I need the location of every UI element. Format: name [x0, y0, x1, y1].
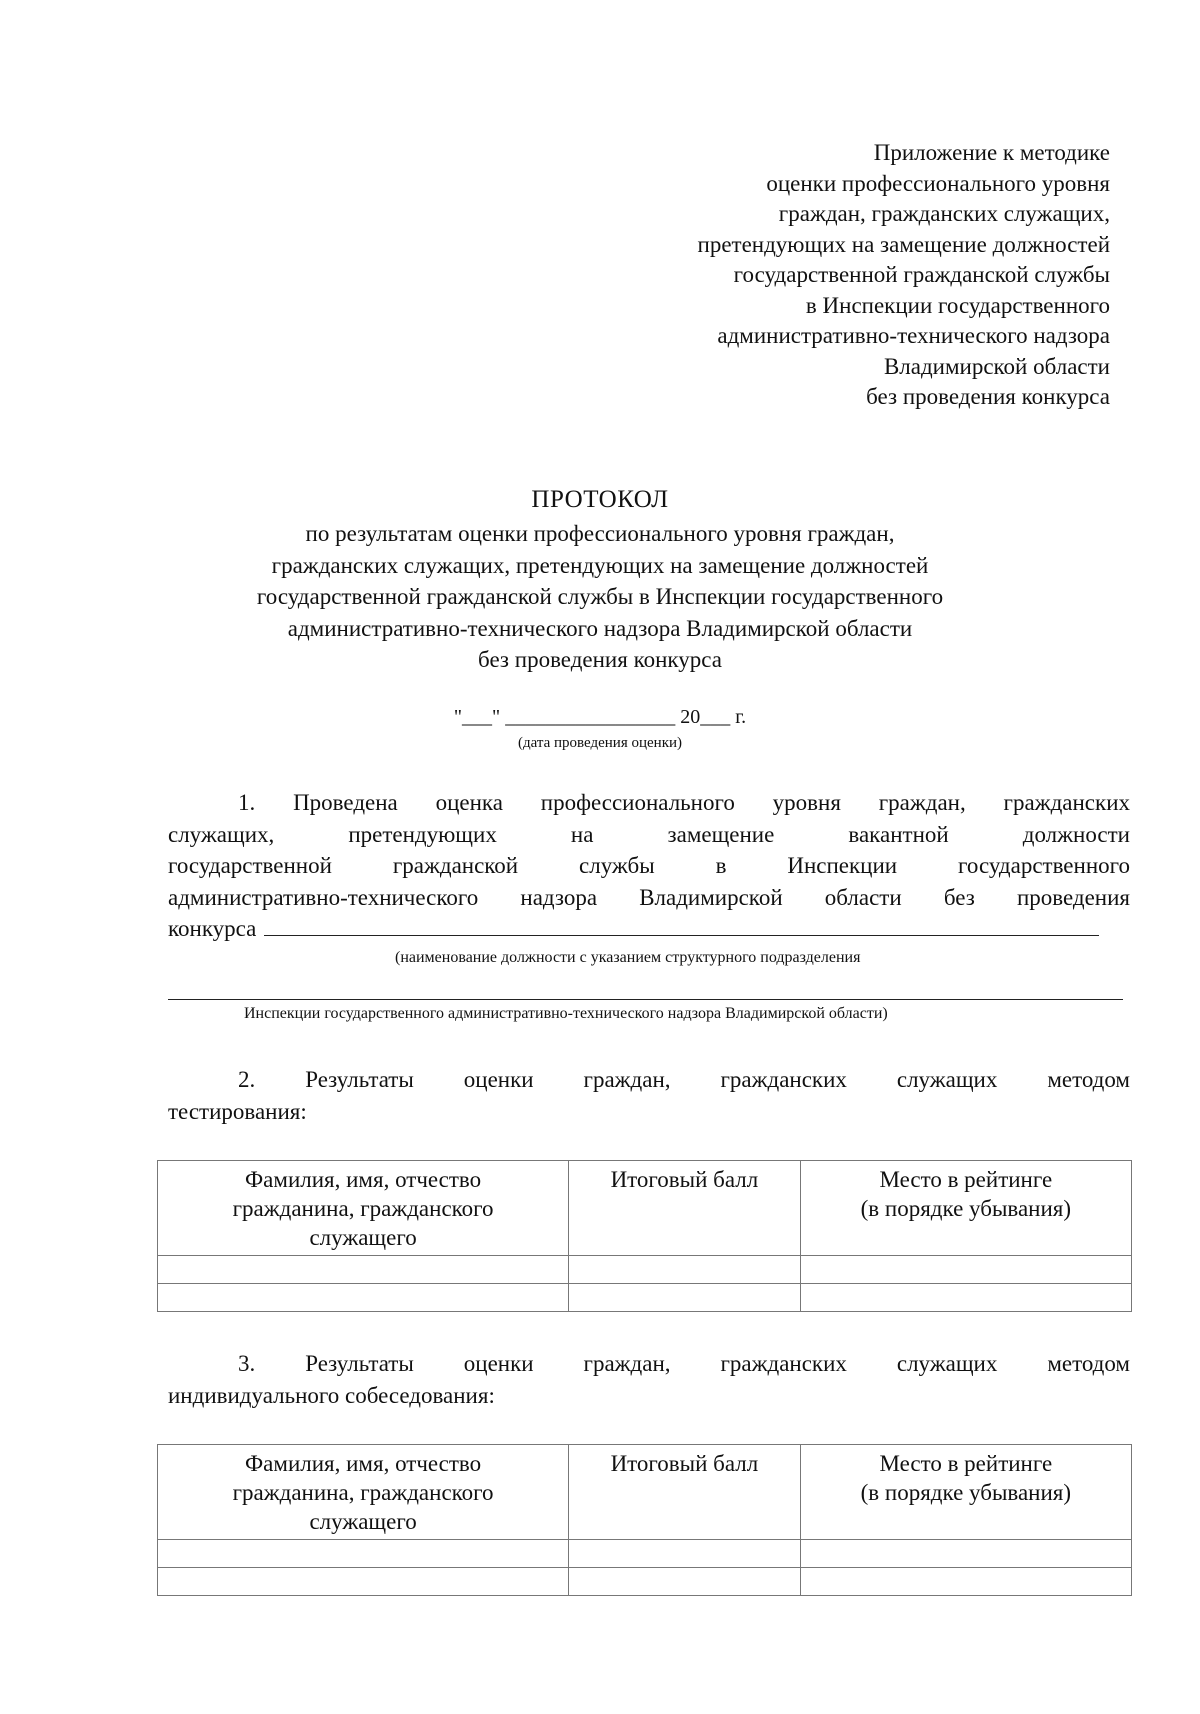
position-caption: (наименование должности с указанием структурного подразделения	[395, 949, 861, 966]
appendix-line: государственной гражданской службы	[733, 262, 1110, 287]
subtitle-line: гражданских служащих, претендующих на замещение должностей	[271, 552, 929, 578]
protocol-title: ПРОТОКОЛ	[531, 486, 669, 513]
table-cell	[158, 1256, 569, 1284]
subtitle-line: по результатам оценки профессионального уровня граждан,	[305, 521, 895, 546]
header-text: Итоговый балл	[610, 1167, 759, 1192]
section-1-line: служащих, претендующих на замещение вакантной должности	[168, 821, 1130, 847]
header-text: гражданина, гражданского	[232, 1196, 494, 1221]
section-3-line: 3. Результаты оценки граждан, гражданских служащих методом	[238, 1351, 1130, 1376]
table-cell	[158, 1568, 569, 1596]
header-text: Место в рейтинге	[879, 1167, 1053, 1192]
section-2-line: тестирования:	[168, 1098, 307, 1124]
header-cell-score	[569, 1161, 801, 1256]
header-text: Фамилия, имя, отчество	[245, 1167, 482, 1192]
subtitle-line: без проведения конкурса	[478, 647, 722, 672]
appendix-line: Приложение к методике	[873, 140, 1110, 165]
header-cell-name	[158, 1161, 569, 1256]
section-1	[168, 787, 1130, 945]
table-header-row	[158, 1445, 1132, 1540]
section-2-line: 2. Результаты оценки граждан, гражданских служащих методом	[238, 1067, 1130, 1092]
section-1-last-line	[168, 913, 1130, 945]
table-cell	[800, 1284, 1131, 1312]
protocol-subtitle	[0, 518, 1200, 676]
appendix-line: без проведения конкурса	[866, 384, 1110, 409]
table-cell	[158, 1284, 569, 1312]
table-cell	[800, 1568, 1131, 1596]
header-text: (в порядке убывания)	[860, 1480, 1072, 1505]
appendix-line: оценки профессионального уровня	[766, 170, 1110, 196]
header-cell-name	[158, 1445, 569, 1540]
position-blank-line-2	[168, 999, 1123, 1000]
header-text: служащего	[309, 1225, 417, 1250]
section-1-line: административно-технического надзора Владимирской области без проведения	[168, 884, 1130, 910]
table-cell	[158, 1540, 569, 1568]
section-1-last-word: конкурса	[168, 916, 257, 941]
subtitle-line: административно-технического надзора Владимирской области	[287, 615, 913, 641]
header-cell-rank	[800, 1445, 1131, 1540]
header-text: Фамилия, имя, отчество	[245, 1451, 482, 1476]
header-text: Итоговый балл	[610, 1451, 759, 1476]
inspection-caption: Инспекции государственного административно-технического надзора Владимирской области)	[244, 1005, 888, 1022]
section-3	[168, 1348, 1130, 1411]
header-text: гражданина, гражданского	[232, 1480, 494, 1505]
appendix-line: граждан, гражданских служащих,	[778, 201, 1110, 226]
header-text: Место в рейтинге	[879, 1451, 1053, 1476]
table-cell	[800, 1540, 1131, 1568]
table-cell	[800, 1256, 1131, 1284]
table-row	[158, 1284, 1132, 1312]
table-row	[158, 1256, 1132, 1284]
table-cell	[569, 1568, 801, 1596]
section-3-line: индивидуального собеседования:	[168, 1382, 495, 1408]
appendix-line: Владимирской области	[883, 353, 1110, 379]
appendix-line: административно-технического надзора	[717, 323, 1110, 348]
date-line: "___" _________________ 20___ г.	[453, 706, 747, 728]
table-cell	[569, 1284, 801, 1312]
appendix-line: в Инспекции государственного	[805, 292, 1110, 318]
header-cell-score	[569, 1445, 801, 1540]
table-row	[158, 1568, 1132, 1596]
table-cell	[569, 1256, 801, 1284]
section-2	[168, 1064, 1130, 1127]
subtitle-line: государственной гражданской службы в Инспекции государственного	[256, 584, 944, 609]
interview-results-table	[157, 1444, 1132, 1596]
table-cell	[569, 1540, 801, 1568]
section-1-line: 1. Проведена оценка профессионального уровня граждан, гражданских	[238, 790, 1130, 815]
table-row	[158, 1540, 1132, 1568]
testing-results-table	[157, 1160, 1132, 1312]
table-header-row	[158, 1161, 1132, 1256]
header-text: (в порядке убывания)	[860, 1196, 1072, 1221]
header-text: служащего	[309, 1509, 417, 1534]
date-caption: (дата проведения оценки)	[517, 735, 683, 751]
section-1-line: государственной гражданской службы в Инспекции государственного	[168, 853, 1130, 878]
header-cell-rank	[800, 1161, 1131, 1256]
appendix-line: претендующих на замещение должностей	[697, 231, 1110, 257]
position-blank-line	[264, 915, 1099, 936]
appendix-header	[698, 138, 1110, 413]
